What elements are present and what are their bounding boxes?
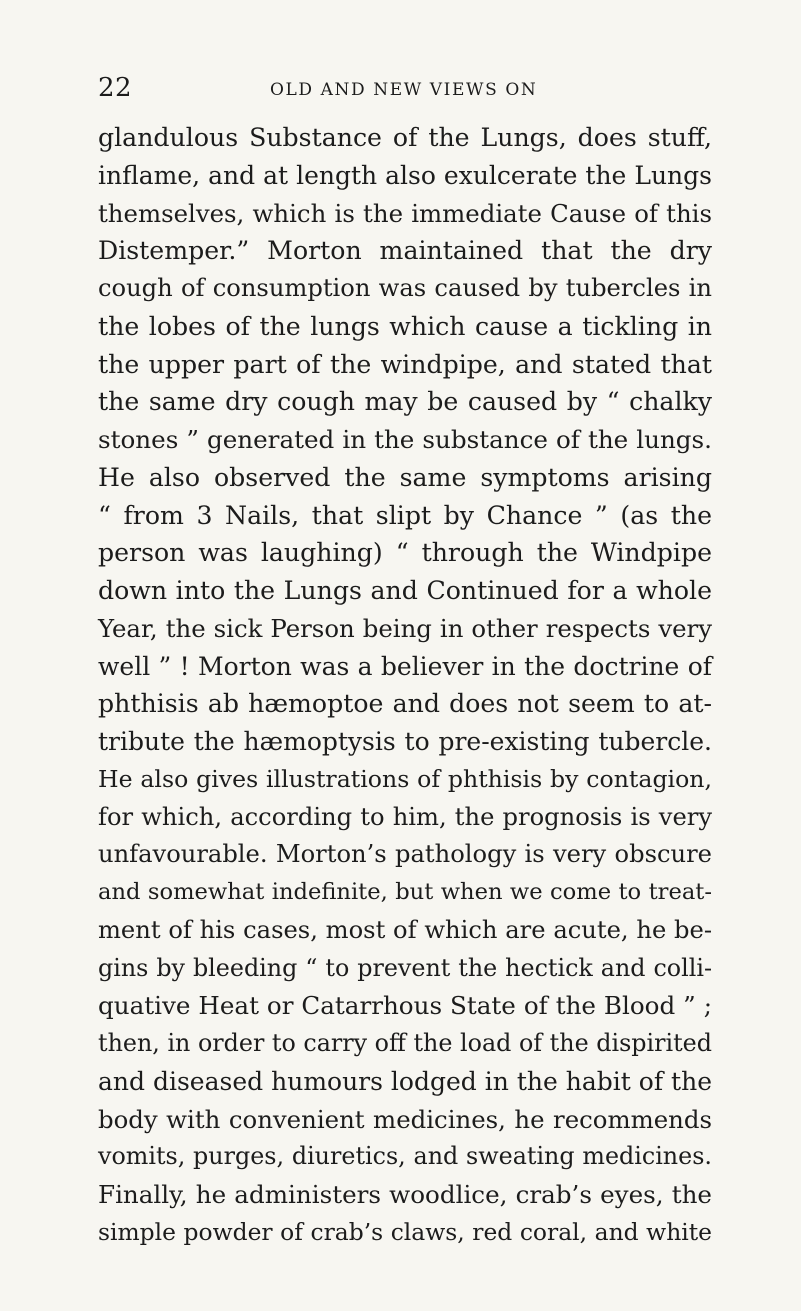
text-line: gins by bleeding “ to prevent the hectick and colli- [98, 953, 712, 982]
text-line: stones ” generated in the substance of the lungs. [98, 425, 712, 454]
text-line: the lobes of the lungs which cause a tickling in [98, 311, 712, 341]
text-line: body with convenient medicines, he recommends [98, 1104, 712, 1134]
page-number: 22 [98, 73, 133, 103]
text-line: for which, according to him, the prognosis is very [98, 802, 712, 831]
text-line: simple powder of crab’s claws, red coral, and white [98, 1217, 712, 1246]
text-line: vomits, purges, diuretics, and sweating medicines. [98, 1142, 712, 1171]
text-line: He also gives illustrations of phthisis by contagion, [98, 764, 712, 793]
text-line: person was laughing) “ through the Windpipe [98, 538, 712, 568]
text-line: ment of his cases, most of which are acute, he be- [98, 915, 712, 944]
text-line: down into the Lungs and Continued for a whole [98, 576, 712, 605]
text-line: quative Heat or Catarrhous State of the Blood ” ; [98, 991, 712, 1021]
text-line: unfavourable. Morton’s pathology is very obscure [98, 840, 712, 869]
text-line: glandulous Substance of the Lungs, does stuff, [98, 123, 712, 152]
text-line: well ” ! Morton was a believer in the doctrine of [98, 651, 712, 681]
text-line: phthisis ab hæmoptoe and does not seem to at- [98, 689, 712, 719]
text-line: the upper part of the windpipe, and stated that [98, 349, 712, 379]
body-text [98, 119, 712, 1252]
running-head: OLD AND NEW VIEWS ON [270, 80, 538, 100]
text-line: Finally, he administers woodlice, crab’s eyes, the [98, 1180, 712, 1209]
text-line: cough of consumption was caused by tubercles in [98, 274, 712, 302]
text-line: inflame, and at length also exulcerate the Lungs [98, 160, 712, 190]
text-line: the same dry cough may be caused by “ chalky [98, 387, 712, 417]
text-line: He also observed the same symptoms arising [98, 462, 712, 492]
text-line: and diseased humours lodged in the habit of the [98, 1066, 712, 1096]
text-line: “ from 3 Nails, that slipt by Chance ” (as the [98, 500, 712, 530]
text-line: Distemper.” Morton maintained that the dry [98, 236, 712, 266]
text-line: and somewhat indefinite, but when we come to treat- [98, 879, 712, 905]
text-line: tribute the hæmoptysis to pre-existing tubercle. [98, 727, 712, 756]
text-line: Year, the sick Person being in other respects very [98, 613, 712, 643]
text-line: themselves, which is the immediate Cause of this [98, 198, 712, 228]
page-header [0, 72, 801, 104]
text-line: then, in order to carry off the load of the dispirited [98, 1029, 712, 1057]
